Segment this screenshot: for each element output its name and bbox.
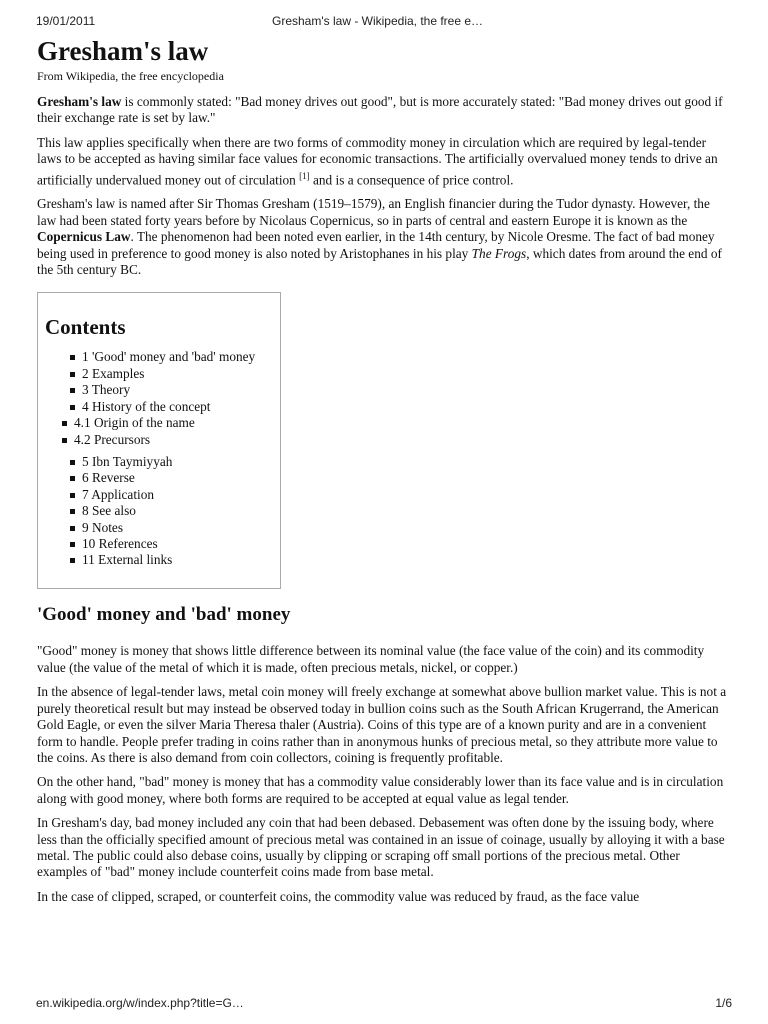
print-header: [36, 14, 732, 30]
toc-item[interactable]: 4 History of the concept: [82, 399, 280, 415]
table-of-contents: [37, 292, 281, 589]
section-paragraph: On the other hand, "bad" money is money that has a commodity value considerably lower than its face value and is in circulation along with good money, where both forms are required to be accepted at equal value as legal tender.: [37, 774, 724, 806]
p3-text-after: , which dates from around the end of the 5th century BC.: [37, 245, 722, 278]
toc-item[interactable]: 9 Notes: [82, 520, 280, 536]
paragraph-3: [37, 196, 727, 278]
print-url: en.wikipedia.org/w/index.php?title=G…: [36, 996, 244, 1010]
toc-list: [38, 349, 280, 415]
section-heading: 'Good' money and 'bad' money: [37, 604, 291, 626]
page-number: 1/6: [715, 996, 732, 1010]
toc-item[interactable]: 8 See also: [82, 503, 280, 519]
print-date: 19/01/2011: [36, 14, 96, 28]
toc-sublist: [38, 415, 280, 448]
intro-bold-term: Gresham's law: [37, 94, 122, 109]
p2-text-after: and is a consequence of price control.: [309, 172, 514, 188]
toc-item[interactable]: 5 Ibn Taymiyyah: [82, 454, 280, 470]
paragraph-2: [37, 135, 727, 189]
toc-item[interactable]: 11 External links: [82, 552, 280, 568]
toc-item[interactable]: 10 References: [82, 536, 280, 552]
section-paragraph: "Good" money is money that shows little difference between its nominal value (the face value of the coin) and its commodity value (the value of the metal of which it is made, often precious metals, nickel, or copper.): [37, 643, 705, 675]
intro-text: is commonly stated: "Bad money drives out good", but is more accurately stated: "Bad money drives out good if their exchange rate is set by law.": [37, 94, 723, 126]
print-footer: [36, 996, 732, 1012]
p2-text-before: This law applies specifically when there are two forms of commodity money in circulation which are required by legal-tender laws to be accepted as having similar face values for economic transactions. The artificially overvalued money tends to drive an artificially undervalued money out of circulation: [37, 134, 718, 188]
p3-text-before: Gresham's law is named after Sir Thomas Gresham (1519–1579), an English financier during the Tudor dynasty. However, the law had been stated forty years before by Nicolaus Copernicus, so in parts of central and eastern Europe it is known as the: [37, 196, 710, 228]
toc-item[interactable]: 7 Application: [82, 487, 280, 503]
section-paragraph: In Gresham's day, bad money included any coin that had been debased. Debasement was often done by the issuing body, where less than the officially specified amount of precious metal was contained in an issue of coinage, usually by alloying it with a base metal. The public could also debase coins, usually by clipping or scraping off small portions of the precious metal. Other examples of "bad" money include counterfeit coins made from base metal.: [37, 815, 725, 880]
intro-paragraph: [37, 94, 727, 127]
toc-title: Contents: [45, 315, 126, 340]
page-subtitle: From Wikipedia, the free encyclopedia: [37, 69, 224, 83]
toc-subitem[interactable]: 4.1 Origin of the name: [74, 415, 280, 431]
p3-italic-title[interactable]: The Frogs: [471, 245, 527, 261]
toc-subitem[interactable]: 4.2 Precursors: [74, 432, 280, 448]
toc-list-continued: [38, 454, 280, 569]
toc-item[interactable]: 2 Examples: [82, 366, 280, 382]
citation-link[interactable]: [1]: [299, 170, 310, 181]
section-paragraph: In the case of clipped, scraped, or counterfeit coins, the commodity value was reduced by fraud, as the face value: [37, 888, 640, 904]
p3-bold-term: Copernicus Law: [37, 229, 131, 245]
toc-item[interactable]: 3 Theory: [82, 382, 280, 398]
print-page-title: Gresham's law - Wikipedia, the free e…: [272, 14, 484, 28]
page-title: Gresham's law: [37, 36, 209, 66]
article-content: [37, 34, 727, 913]
p3-text-middle: . The phenomenon had been noted even earlier, in the 14th century, by Nicole Oresme. The fact of bad money being used in preference to good money is also noted by Aristophanes in his play: [37, 229, 715, 261]
section-paragraph: In the absence of legal-tender laws, metal coin money will freely exchange at somewhat above bullion market value. This is not a purely theoretical result but may instead be observed today in bullion coins such as the South African Krugerrand, the American Gold Eagle, or even the silver Maria Theresa thaler (Austria). Coins of this type are of a known purity and are in a convenient form to handle. People prefer trading in coins rather than in anonymous hunks of precious metal, so they attribute more value to the coins. As there is also demand from coin collectors, coining is frequently profitable.: [37, 684, 727, 765]
toc-item[interactable]: 1 'Good' money and 'bad' money: [82, 349, 280, 365]
toc-item[interactable]: 6 Reverse: [82, 470, 280, 486]
